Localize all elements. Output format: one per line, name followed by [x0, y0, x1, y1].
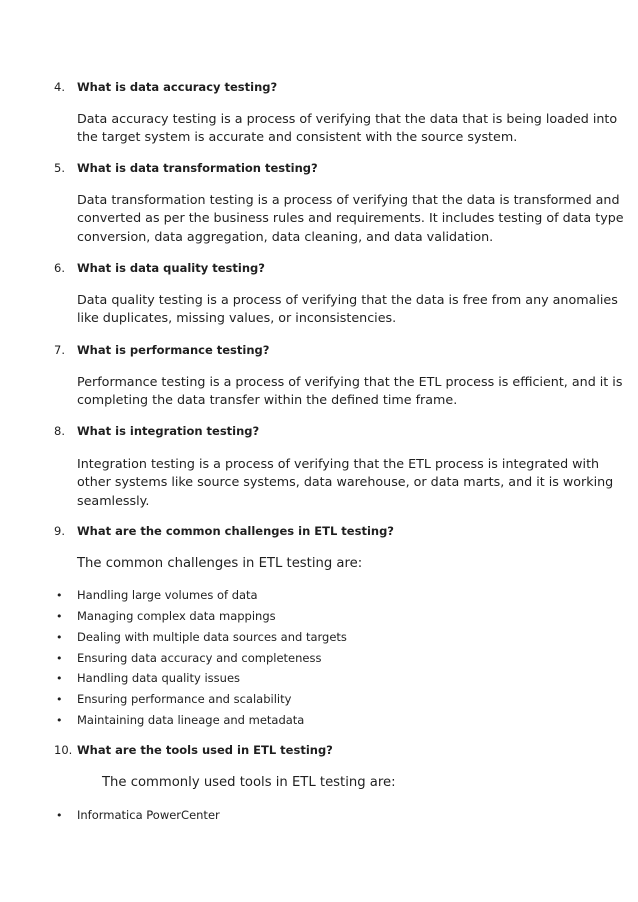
answer-8: [77, 455, 614, 510]
answer-line: Integration testing is a process of verifying that the ETL process is integrated with: [77, 456, 600, 471]
list-item-text: Ensuring data accuracy and completeness: [77, 651, 322, 665]
answer-6: [77, 291, 618, 328]
answer-line: Data accuracy testing is a process of verifying that the data that is being loaded into: [77, 111, 618, 126]
bullet-icon: •: [56, 672, 63, 685]
list-item: [56, 670, 240, 687]
list-item-text: Dealing with multiple data sources and targets: [77, 630, 347, 644]
bullet-icon: •: [56, 589, 63, 602]
answer-7: [77, 373, 623, 410]
bullet-icon: •: [56, 693, 63, 706]
list-item: [56, 712, 304, 729]
answer-line: the target system is accurate and consistent with the source system.: [77, 129, 518, 145]
answer-line: like duplicates, missing values, or inconsistencies.: [77, 310, 397, 326]
answer-line: other systems like source systems, data warehouse, or data marts, and it is working: [77, 474, 614, 490]
intro-10: The commonly used tools in ETL testing are:: [102, 775, 396, 790]
question-5: [54, 160, 318, 176]
question-4: [54, 79, 277, 95]
question-title: What are the common challenges in ETL testing?: [77, 524, 394, 538]
question-title: What are the tools used in ETL testing?: [77, 743, 333, 757]
list-item: [56, 608, 276, 625]
list-item-text: Ensuring performance and scalability: [77, 692, 292, 706]
answer-line: converted as per the business rules and requirements. It includes testing of data type: [77, 210, 624, 226]
question-number: 7.: [54, 343, 65, 357]
question-10: [54, 742, 333, 758]
question-number: 9.: [54, 524, 65, 538]
question-title: What is performance testing?: [77, 343, 270, 357]
bullet-icon: •: [56, 631, 63, 644]
question-number: 4.: [54, 80, 65, 94]
list-item: [56, 629, 347, 646]
bullet-icon: •: [56, 714, 63, 727]
question-9: [54, 523, 394, 539]
question-number: 10.: [54, 743, 73, 757]
answer-line: conversion, data aggregation, data cleaning, and data validation.: [77, 228, 494, 244]
question-title: What is data quality testing?: [77, 261, 265, 275]
bullet-icon: •: [56, 809, 63, 822]
answer-line: completing the data transfer within the defined time frame.: [77, 392, 458, 408]
bullet-icon: •: [56, 610, 63, 623]
answer-4: [77, 110, 618, 147]
answer-line: seamlessly.: [77, 492, 150, 508]
answer-line: Data quality testing is a process of verifying that the data is free from any anomalies: [77, 292, 618, 307]
list-item-text: Handling large volumes of data: [77, 588, 258, 602]
list-item-text: Managing complex data mappings: [77, 609, 276, 623]
list-item-text: Informatica PowerCenter: [77, 808, 220, 822]
list-item: [56, 650, 321, 667]
question-6: [54, 260, 265, 276]
bullet-icon: •: [56, 652, 63, 665]
question-number: 8.: [54, 424, 65, 438]
answer-line: Performance testing is a process of verifying that the ETL process is efficient, and it is: [77, 374, 623, 389]
answer-line: Data transformation testing is a process of verifying that the data is transformed and: [77, 192, 620, 207]
list-item: [56, 587, 258, 604]
list-item: [56, 691, 291, 708]
question-8: [54, 423, 259, 439]
question-title: What is data accuracy testing?: [77, 80, 278, 94]
list-item-text: Handling data quality issues: [77, 671, 241, 685]
answer-5: [77, 191, 624, 246]
question-number: 5.: [54, 161, 65, 175]
question-title: What is data transformation testing?: [77, 161, 318, 175]
question-title: What is integration testing?: [77, 424, 260, 438]
question-number: 6.: [54, 261, 65, 275]
list-item-text: Maintaining data lineage and metadata: [77, 713, 305, 727]
list-item: [56, 807, 220, 824]
question-7: [54, 342, 269, 358]
intro-9: The common challenges in ETL testing are:: [77, 556, 363, 571]
